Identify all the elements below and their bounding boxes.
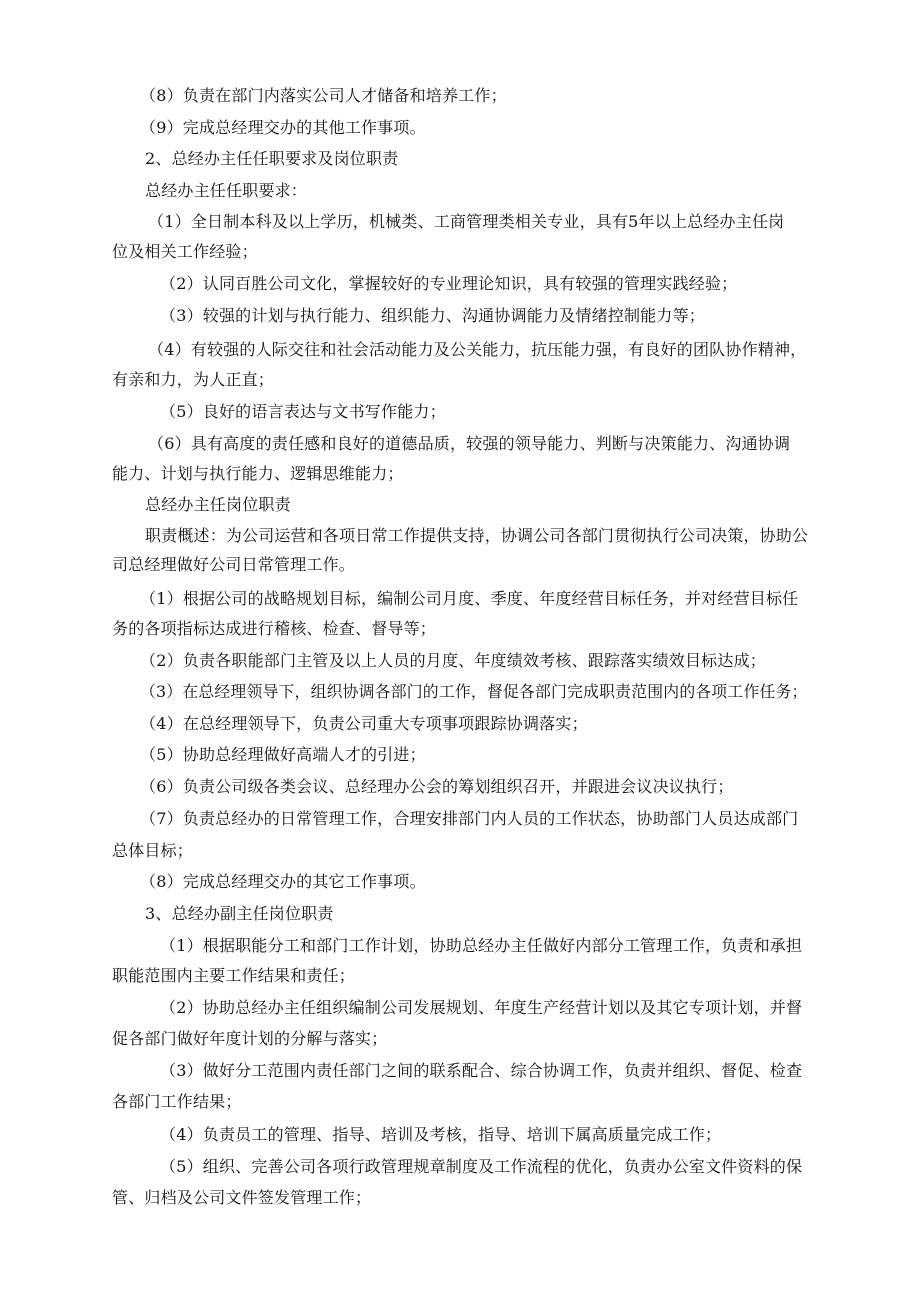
- text-line: （7）负责总经办的日常管理工作，合理安排部门内人员的工作状态，协助部门人员达成部门: [140, 809, 799, 828]
- text-line: （5）良好的语言表达与文书写作能力；: [160, 402, 446, 421]
- text-line: 能力、计划与执行能力、逻辑思维能力；: [112, 464, 404, 483]
- text-line: 位及相关工作经验；: [112, 242, 258, 261]
- text-line: （1）根据职能分工和部门工作计划，协助总经办主任做好内部分工管理工作，负责和承担: [160, 936, 803, 955]
- text-line: （4）负责员工的管理、指导、培训及考核，指导、培训下属高质量完成工作；: [160, 1125, 722, 1144]
- text-line: （3）做好分工范围内责任部门之间的联系配合、综合协调工作，负责并组织、督促、检查: [160, 1061, 803, 1080]
- text-line: 职能范围内主要工作结果和责任；: [112, 966, 356, 985]
- text-line: （6）负责公司级各类会议、总经理办公会的筹划组织召开，并跟进会议决议执行；: [140, 777, 734, 796]
- text-line: （3）较强的计划与执行能力、组织能力、沟通协调能力及情绪控制能力等；: [160, 306, 705, 325]
- subsection-heading: 总经办主任岗位职责: [145, 495, 291, 514]
- text-line: 各部门工作结果；: [112, 1092, 242, 1111]
- text-line: （8）负责在部门内落实公司人才储备和培养工作；: [140, 86, 507, 105]
- text-line: （2）协助总经办主任组织编制公司发展规划、年度生产经营计划以及其它专项计划，并督: [160, 998, 803, 1017]
- text-line: （5）组织、完善公司各项行政管理规章制度及工作流程的优化，负责办公室文件资料的保: [160, 1157, 803, 1176]
- text-line: （1）全日制本科及以上学历，机械类、工商管理类相关专业，具有5年以上总经办主任岗: [148, 212, 785, 231]
- text-line: （3）在总经理领导下，组织协调各部门的工作，督促各部门完成职责范围内的各项工作任务；: [140, 682, 808, 701]
- text-line: 管、归档及公司文件签发管理工作；: [112, 1188, 372, 1207]
- text-line: （9）完成总经理交办的其他工作事项。: [140, 118, 426, 137]
- text-line: 总体目标；: [112, 841, 194, 860]
- text-line: 职责概述：为公司运营和各项日常工作提供支持，协调公司各部门贯彻执行公司决策，协助公: [145, 526, 809, 545]
- text-line: （4）有较强的人际交往和社会活动能力及公关能力，抗压能力强，有良好的团队协作精神，: [148, 340, 807, 359]
- text-line: 务的各项指标达成进行稽核、检查、督导等；: [112, 619, 437, 638]
- section-heading: 2、总经办主任任职要求及岗位职责: [145, 149, 399, 168]
- section-heading: 3、总经办副主任岗位职责: [145, 904, 334, 923]
- text-line: （4）在总经理领导下，负责公司重大专项事项跟踪协调落实；: [140, 714, 588, 733]
- text-line: 促各部门做好年度计划的分解与落实；: [112, 1029, 388, 1048]
- text-line: （2）负责各职能部门主管及以上人员的月度、年度绩效考核、跟踪落实绩效目标达成；: [140, 651, 766, 670]
- text-line: 司总经理做好公司日常管理工作。: [112, 555, 356, 574]
- text-line: （2）认同百胜公司文化，掌握较好的专业理论知识，具有较强的管理实践经验；: [160, 274, 738, 293]
- text-line: （1）根据公司的战略规划目标，编制公司月度、季度、年度经营目标任务，并对经营目标任: [140, 589, 799, 608]
- subsection-heading: 总经办主任任职要求：: [145, 181, 308, 200]
- text-line: （6）具有高度的责任感和良好的道德品质，较强的领导能力、判断与决策能力、沟通协调: [148, 434, 791, 453]
- text-line: （5）协助总经理做好高端人才的引进；: [140, 745, 426, 764]
- text-line: （8）完成总经理交办的其它工作事项。: [140, 872, 426, 891]
- text-line: 有亲和力，为人正直；: [112, 370, 275, 389]
